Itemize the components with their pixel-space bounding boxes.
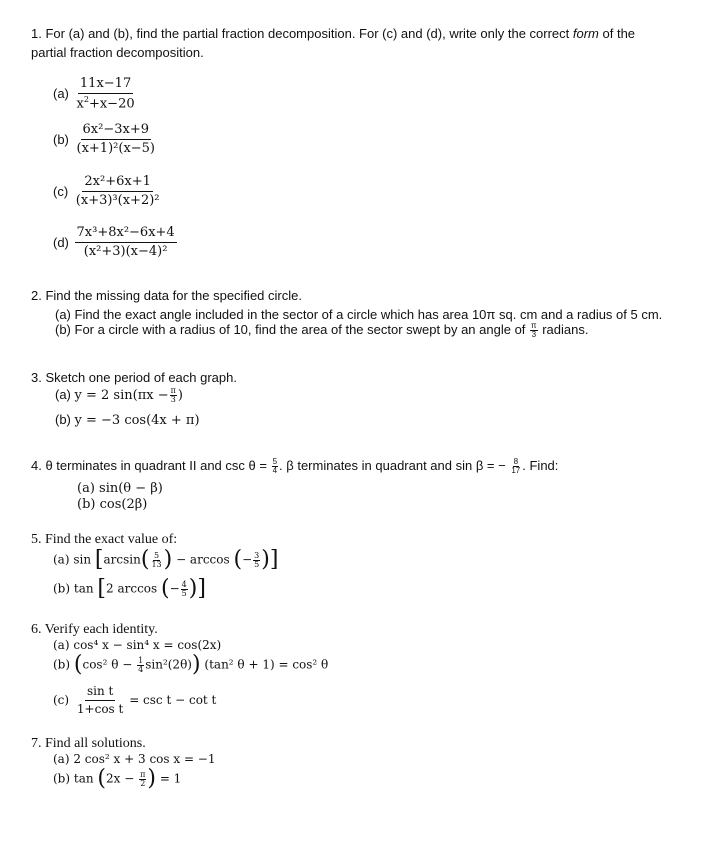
- problem-3a: (a) y = 2 sin(πx − $\frac{\pi}{3}$ ): [55, 386, 183, 404]
- problem-6c: (c) $\frac{\text{sin t}}{\text{1+cos t}}$ = csc t − cot t: [53, 684, 217, 716]
- problem-1a: [53, 76, 137, 113]
- problem-6-heading: 6. Verify each identity.: [31, 622, 158, 637]
- problem-2-heading: 2. Find the missing data for the specified circle.: [31, 288, 302, 303]
- problem-4b: (b) cos(2β): [77, 497, 148, 512]
- problem-6b: (b) (cos² θ − $\frac{1}{4}$ sin²(2θ)) (tan² θ + 1) = cos² θ: [53, 652, 329, 677]
- problem-5b: (b) tan [2 arccos (− $\frac{4}{5}$ )]: [53, 576, 206, 601]
- problem-1d: [53, 225, 177, 261]
- problem-1-intro-line2: partial fraction decomposition.: [31, 45, 204, 60]
- problem-1c: [53, 174, 162, 210]
- problem-3-heading: 3. Sketch one period of each graph.: [31, 370, 237, 385]
- problem-5a: (a) sin [arcsin( $\frac{5}{13}$ ) − arccos (− $\frac{3}{5}$ )]: [53, 547, 279, 572]
- problem-1-intro-line1: 1. For (a) and (b), find the partial fraction decomposition. For (c) and (d), write only the correct form of the: [31, 26, 636, 41]
- part-label: (c): [53, 183, 69, 199]
- problem-7a: (a) 2 cos² x + 3 cos x = −1: [53, 752, 216, 766]
- problem-2b: (b) For a circle with a radius of 10, find the area of the sector swept by an angle of $\frac{\pi}{3}$ radians.: [55, 321, 589, 340]
- problem-3b: (b) y = −3 cos(4x + π): [55, 412, 200, 428]
- fraction-1a: $\frac{11x-17}{x^2+x-20}$: [76, 76, 135, 112]
- part-label: (a): [53, 86, 69, 102]
- part-label: (d): [53, 234, 69, 250]
- problem-5-heading: 5. Find the exact value of:: [31, 532, 178, 547]
- problem-7-heading: 7. Find all solutions.: [31, 736, 146, 751]
- problem-4-statement: 4. θ terminates in quadrant II and csc θ = $\frac{5}{4}$ . β terminates in quadrant and sin β = − $\frac{8}{17}$ . Find:: [31, 457, 559, 476]
- problem-6a: (a) cos⁴ x − sin⁴ x = cos(2x): [53, 638, 222, 652]
- problem-4a: (a) sin(θ − β): [77, 481, 163, 496]
- part-label: (b): [53, 131, 69, 147]
- fraction-1b: $\frac{\text{6x²−3x+9}}{\text{(x+1)²(x−5)}}$: [76, 122, 156, 157]
- problem-7b: (b) tan (2x − $\frac{\pi}{2}$ ) = 1: [53, 766, 182, 791]
- fraction-6c: $\frac{\text{sin t}}{\text{1+cos t}}$: [76, 684, 124, 716]
- fraction-1c: $\frac{\text{2x²+6x+1}}{\text{(x+3)³(x+2)²}}$: [75, 174, 160, 209]
- problem-2a: (a) Find the exact angle included in the sector of a circle which has area 10π sq. cm and a radius of 5 cm.: [55, 307, 663, 322]
- problem-1b: [53, 122, 157, 158]
- fraction-1d: $\frac{\text{7x³+8x²−6x+4}}{\text{(x²+3)(x−4)²}}$: [76, 225, 175, 260]
